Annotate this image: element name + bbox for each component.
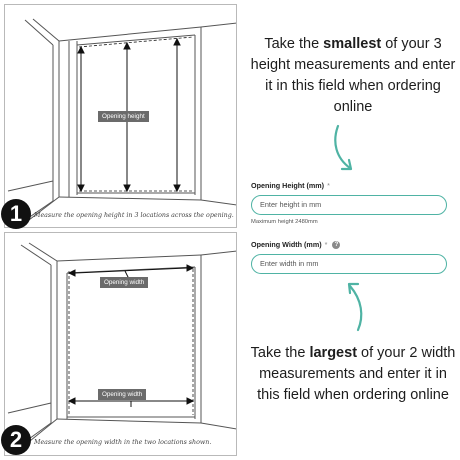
width-instruction-rest: of your 2 width measurements and enter it in this field when ordering online (257, 345, 456, 403)
opening-height-placeholder: Enter height in mm (260, 200, 322, 209)
opening-width-field-label (251, 240, 340, 249)
opening-width-label-text: Opening Width (mm) (251, 240, 322, 249)
height-instruction-rest: of your 3 height measurements and enter it in this field when ordering online (250, 36, 456, 115)
height-instruction-prefix: Take the (264, 36, 324, 52)
width-diagram-panel (4, 232, 237, 456)
height-instruction (248, 34, 458, 118)
width-diagram (5, 233, 237, 456)
help-icon[interactable]: ? (332, 241, 340, 249)
width-instruction-emphasis: largest (309, 345, 358, 361)
step-2-badge: 2 (1, 425, 31, 455)
curved-arrow-down-icon (328, 124, 358, 176)
step-2-caption: Measure the opening width in the two locations shown. (34, 439, 212, 446)
opening-height-label-text: Opening Height (mm) (251, 181, 325, 190)
opening-width-placeholder: Enter width in mm (260, 259, 319, 268)
curved-arrow-up-icon (340, 278, 370, 332)
required-mark: * (324, 240, 328, 249)
step-1-caption: Measure the opening height in 3 locations across the opening. (34, 212, 234, 219)
opening-height-input[interactable] (251, 195, 447, 215)
max-height-helper: Maximum height 2480mm (251, 219, 318, 225)
opening-width-label-bottom: Opening width (98, 389, 146, 400)
step-1-badge: 1 (1, 199, 31, 229)
opening-height-label: Opening height (98, 111, 149, 122)
width-instruction (248, 343, 458, 406)
width-instruction-prefix: Take the (250, 345, 310, 361)
opening-height-field-label (251, 181, 330, 190)
required-mark: * (327, 181, 330, 190)
height-instruction-emphasis: smallest (323, 36, 382, 52)
opening-width-input[interactable] (251, 254, 447, 274)
opening-width-label-top: Opening width (100, 277, 148, 288)
